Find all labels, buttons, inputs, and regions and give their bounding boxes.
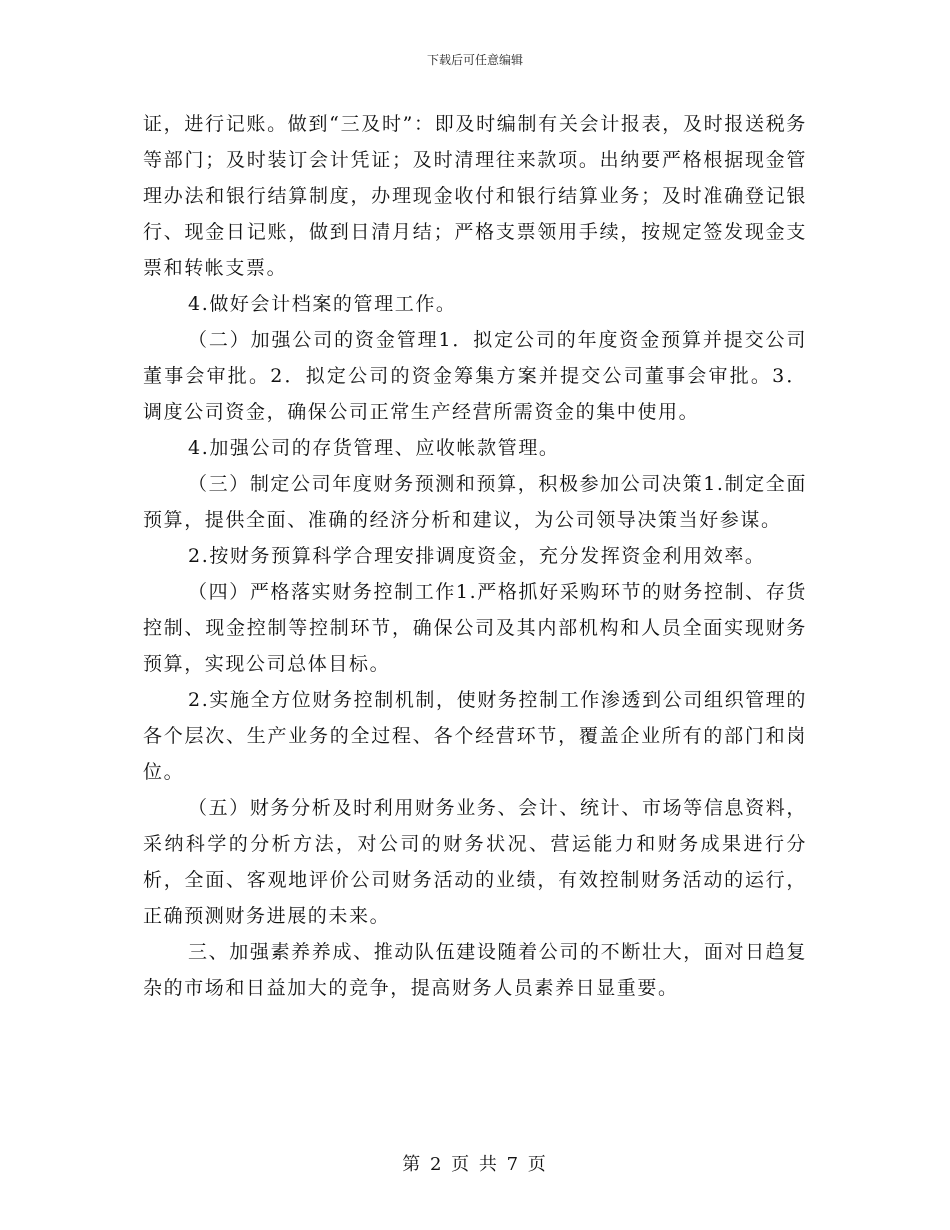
page-number: 第 2 页 共 7 页 bbox=[402, 1154, 548, 1175]
paragraph-control-mechanism: 2.实施全方位财务控制机制，使财务控制工作渗透到公司组织管理的各个层次、生产业务的全过程、各个经营环节，覆盖企业所有的部门和岗位。 bbox=[143, 689, 807, 783]
paragraph-archive-management: 4.做好会计档案的管理工作。 bbox=[188, 293, 457, 315]
paragraph-financial-analysis: （五）财务分析及时利用财务业务、会计、统计、市场等信息资料，采纳科学的分析方法，对公司的财务状况、营运能力和财务成果进行分析，全面、客观地评价公司财务活动的业绩，有效控制财务活动的运行，正确预测财务进展的未来。 bbox=[143, 797, 807, 927]
paragraph-accounting-continued: 证，进行记账。做到“三及时”：即及时编制有关会计报表，及时报送税务等部门；及时装订会计凭证；及时清理往来款项。出纳要严格根据现金管理办法和银行结算制度，办理现金收付和银行结算业务；及时准确登记银行、现金日记账，做到日清月结；严格支票领用手续，按规定签发现金支票和转帐支票。 bbox=[143, 113, 807, 279]
page-header: 下载后可任意编辑 bbox=[426, 53, 523, 67]
paragraph-financial-control: （四）严格落实财务控制工作1.严格抓好采购环节的财务控制、存货控制、现金控制等控制环节，确保公司及其内部机构和人员全面实现财务预算，实现公司总体目标。 bbox=[143, 581, 807, 675]
paragraph-budget-forecast: （三）制定公司年度财务预测和预算，积极参加公司决策1.制定全面预算，提供全面、准确的经济分析和建议，为公司领导决策当好参谋。 bbox=[143, 473, 807, 531]
document-body bbox=[143, 106, 807, 1006]
paragraph-fund-management: （二）加强公司的资金管理1．拟定公司的年度资金预算并提交公司董事会审批。2．拟定公司的资金筹集方案并提交公司董事会审批。3．调度公司资金，确保公司正常生产经营所需资金的集中使用。 bbox=[143, 329, 807, 423]
paragraph-fund-scheduling: 2.按财务预算科学合理安排调度资金，充分发挥资金利用效率。 bbox=[188, 545, 766, 567]
paragraph-inventory-management: 4.加强公司的存货管理、应收帐款管理。 bbox=[188, 437, 560, 459]
paragraph-team-building: 三、加强素养养成、推动队伍建设随着公司的不断壮大，面对日趋复杂的市场和日益加大的竞争，提高财务人员素养日显重要。 bbox=[143, 941, 807, 999]
